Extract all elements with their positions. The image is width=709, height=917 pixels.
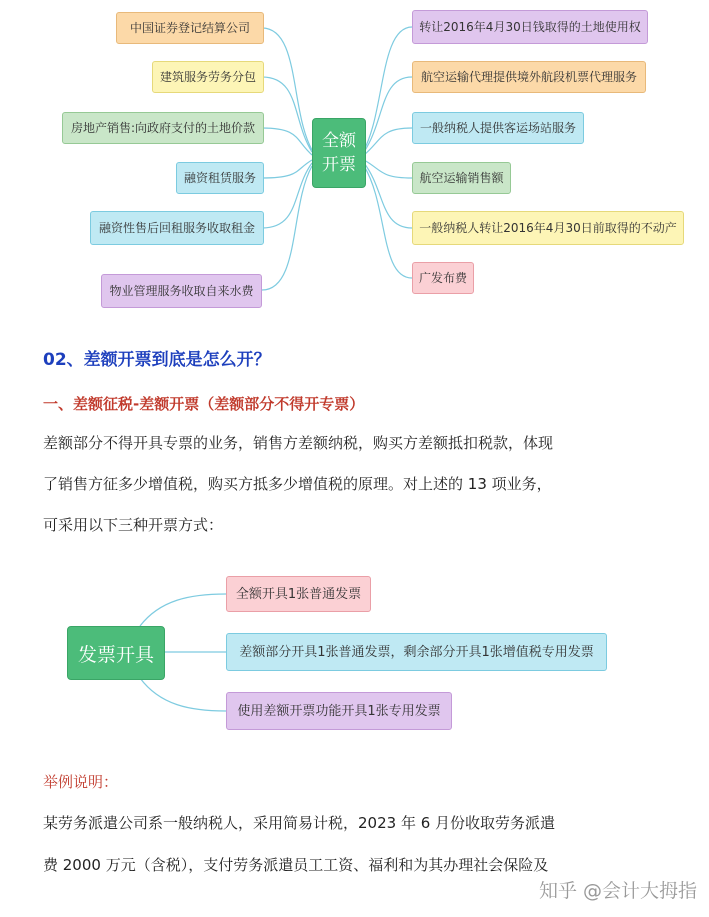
- right-node-2: 航空运输代理提供境外航段机票代理服务: [412, 61, 646, 93]
- branch-node-2: 差额部分开具1张普通发票，剩余部分开具1张增值税专用发票: [226, 633, 607, 671]
- example-line-2: 费 2000 万元（含税），支付劳务派遣员工工资、福利和为其办理社会保险及: [43, 856, 549, 874]
- sub-heading: 一、差额征税-差额开票（差额部分不得开专票）: [43, 395, 365, 413]
- center-line-1: 全额: [322, 131, 356, 151]
- left-node-4: 融资租赁服务: [176, 162, 264, 194]
- left-node-6: 物业管理服务收取自来水费: [101, 274, 262, 308]
- right-node-1: 转让2016年4月30日钱取得的土地使用权: [412, 10, 648, 44]
- paragraph-line-2: 了销售方征多少增值税，购买方抵多少增值税的原理。对上述的 13 项业务，: [43, 475, 552, 493]
- right-node-3: 一般纳税人提供客运场站服务: [412, 112, 584, 144]
- section-heading: 02、差额开票到底是怎么开？: [43, 350, 271, 370]
- right-node-5: 一般纳税人转让2016年4月30日前取得的不动产: [412, 211, 684, 245]
- paragraph-line-3: 可采用以下三种开票方式：: [43, 516, 224, 534]
- branch-node-1: 全额开具1张普通发票: [226, 576, 371, 612]
- left-node-5: 融资性售后回租服务收取租金: [90, 211, 264, 245]
- paragraph-line-1: 差额部分不得开具专票的业务，销售方差额纳税，购买方差额抵扣税款，体现: [43, 434, 554, 452]
- center-line-2: 开票: [322, 155, 356, 175]
- mindmap1-center: [312, 118, 366, 188]
- branch-node-3: 使用差额开票功能开具1张专用发票: [226, 692, 452, 730]
- watermark: 知乎 @会计大拇指: [538, 880, 697, 902]
- left-node-3: 房地产销售:向政府支付的土地价款: [62, 112, 264, 144]
- example-line-1: 某劳务派遣公司系一般纳税人，采用简易计税，2023 年 6 月份收取劳务派遣: [43, 814, 556, 832]
- left-node-2: 建筑服务劳务分包: [152, 61, 264, 93]
- example-label: 举例说明：: [43, 773, 119, 791]
- mindmap2-center: 发票开具: [67, 626, 165, 680]
- right-node-4: 航空运输销售额: [412, 162, 511, 194]
- right-node-6: 广发布费: [412, 262, 474, 294]
- mindmap-full-invoice: [0, 0, 709, 320]
- left-node-1: 中国证券登记结算公司: [116, 12, 264, 44]
